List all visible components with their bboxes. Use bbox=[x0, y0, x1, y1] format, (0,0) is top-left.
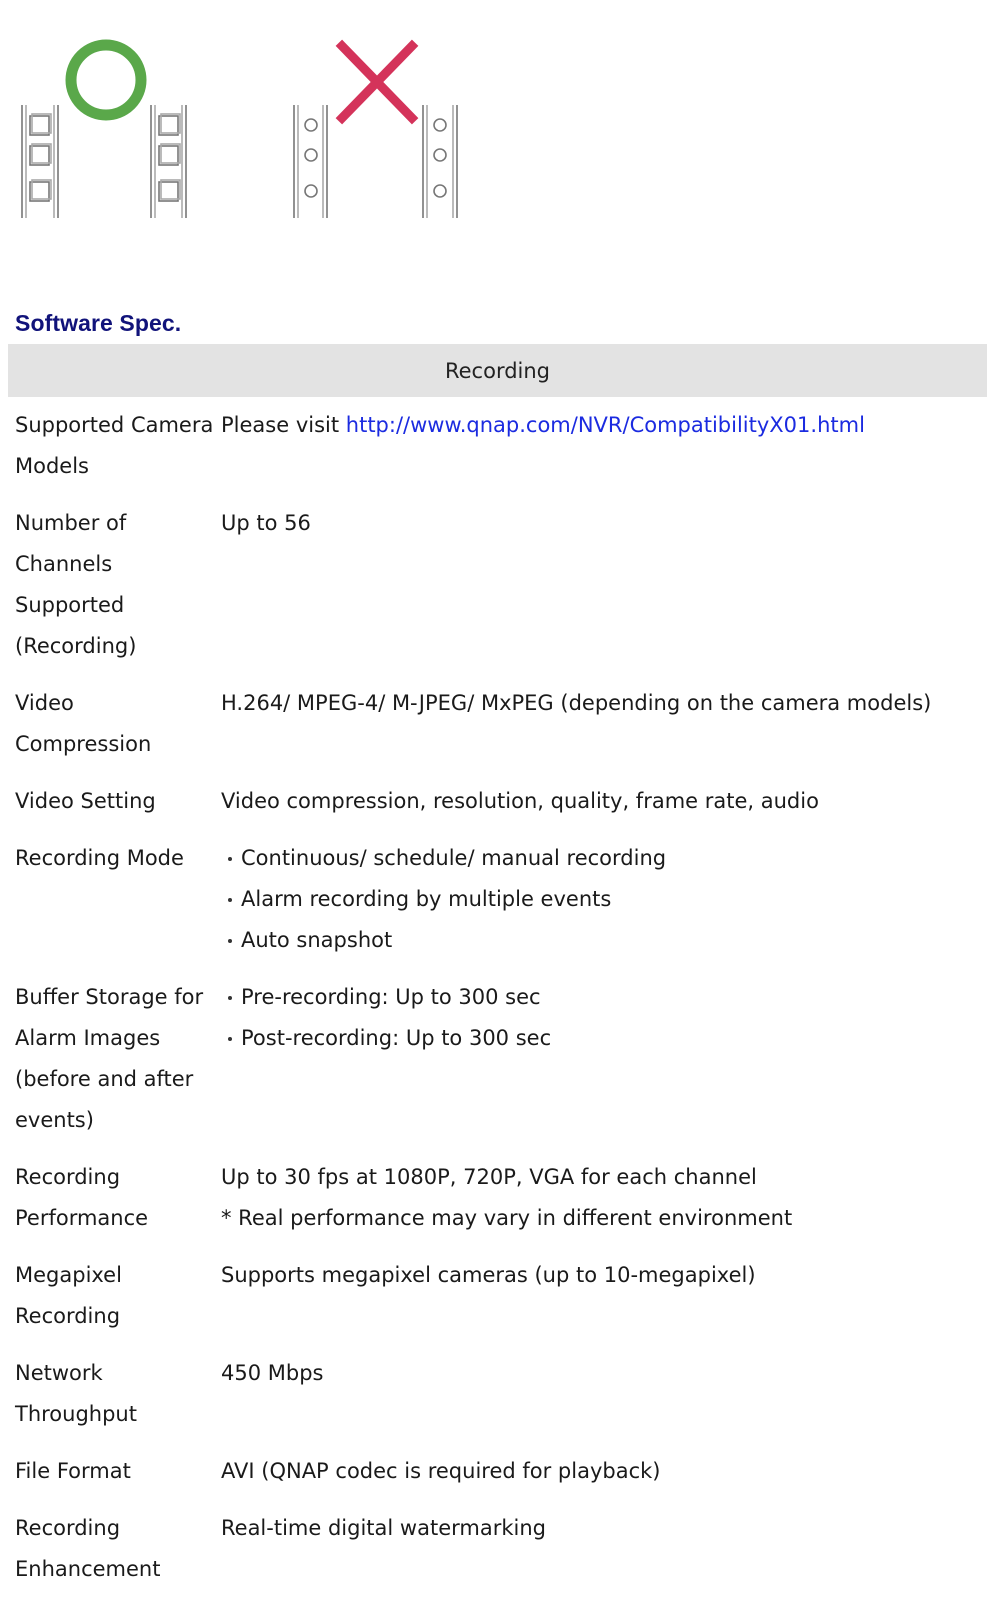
list-item: Alarm recording by multiple events bbox=[221, 879, 987, 920]
spec-value: AVI (QNAP codec is required for playback) bbox=[221, 1459, 661, 1483]
table-row bbox=[8, 675, 987, 773]
spec-label: Megapixel Recording bbox=[15, 1263, 122, 1328]
spec-value: 450 Mbps bbox=[221, 1361, 324, 1385]
spec-label: Number of Channels Supported (Recording) bbox=[15, 511, 137, 658]
table-row bbox=[8, 495, 987, 675]
round-hole-rail-right bbox=[423, 105, 457, 218]
square-hole-rail-left bbox=[22, 105, 58, 218]
table-row bbox=[8, 1247, 987, 1345]
spec-value: Video compression, resolution, quality, frame rate, audio bbox=[221, 789, 819, 813]
bullet-list bbox=[221, 838, 987, 961]
spec-value bbox=[214, 1149, 987, 1247]
table-header-row bbox=[8, 344, 987, 397]
red-cross-icon bbox=[342, 46, 412, 118]
spec-value: Real-time digital watermarking bbox=[221, 1516, 546, 1540]
spec-value-text: Please visit bbox=[221, 413, 346, 437]
spec-label: Video Compression bbox=[15, 691, 152, 756]
square-hole-rail-right bbox=[151, 105, 186, 218]
spec-label: Video Setting bbox=[15, 789, 156, 813]
list-item: Auto snapshot bbox=[221, 920, 987, 961]
table-row bbox=[8, 830, 987, 969]
spec-table bbox=[8, 344, 987, 1598]
spec-label: File Format bbox=[15, 1459, 131, 1483]
spec-value: Supports megapixel cameras (up to 10-megapixel) bbox=[221, 1263, 756, 1287]
compatibility-link[interactable]: http://www.qnap.com/NVR/CompatibilityX01.html bbox=[345, 413, 865, 437]
rack-rail-illustration bbox=[14, 30, 474, 230]
spec-label: Supported Camera Models bbox=[15, 413, 214, 478]
round-hole-rail-left bbox=[294, 105, 327, 218]
spec-value: H.264/ MPEG-4/ M-JPEG/ MxPEG (depending on the camera models) bbox=[221, 691, 932, 715]
spec-value-line: Up to 30 fps at 1080P, 720P, VGA for each channel bbox=[221, 1165, 757, 1189]
spec-value bbox=[214, 830, 987, 969]
section-title: Software Spec. bbox=[15, 310, 182, 336]
list-item: Continuous/ schedule/ manual recording bbox=[221, 838, 987, 879]
table-row bbox=[8, 1345, 987, 1443]
spec-value: Up to 56 bbox=[221, 511, 311, 535]
spec-value bbox=[214, 969, 987, 1149]
green-circle-icon bbox=[71, 45, 141, 115]
spec-label: Recording Mode bbox=[15, 846, 184, 870]
list-item: Pre-recording: Up to 300 sec bbox=[221, 977, 987, 1018]
table-row bbox=[8, 1149, 987, 1247]
spec-label: Recording Enhancement bbox=[15, 1516, 161, 1581]
table-header: Recording bbox=[8, 344, 987, 397]
table-row bbox=[8, 773, 987, 830]
spec-value-line: * Real performance may vary in different environment bbox=[221, 1206, 793, 1230]
spec-value bbox=[214, 397, 987, 495]
table-row bbox=[8, 969, 987, 1149]
list-item: Post-recording: Up to 300 sec bbox=[221, 1018, 987, 1059]
table-row bbox=[8, 1500, 987, 1598]
spec-label: Recording Performance bbox=[15, 1165, 149, 1230]
table-row bbox=[8, 1443, 987, 1500]
spec-label: Network Throughput bbox=[15, 1361, 137, 1426]
table-row bbox=[8, 397, 987, 495]
spec-label: Buffer Storage for Alarm Images (before and after events) bbox=[15, 985, 204, 1132]
bullet-list bbox=[221, 977, 987, 1059]
